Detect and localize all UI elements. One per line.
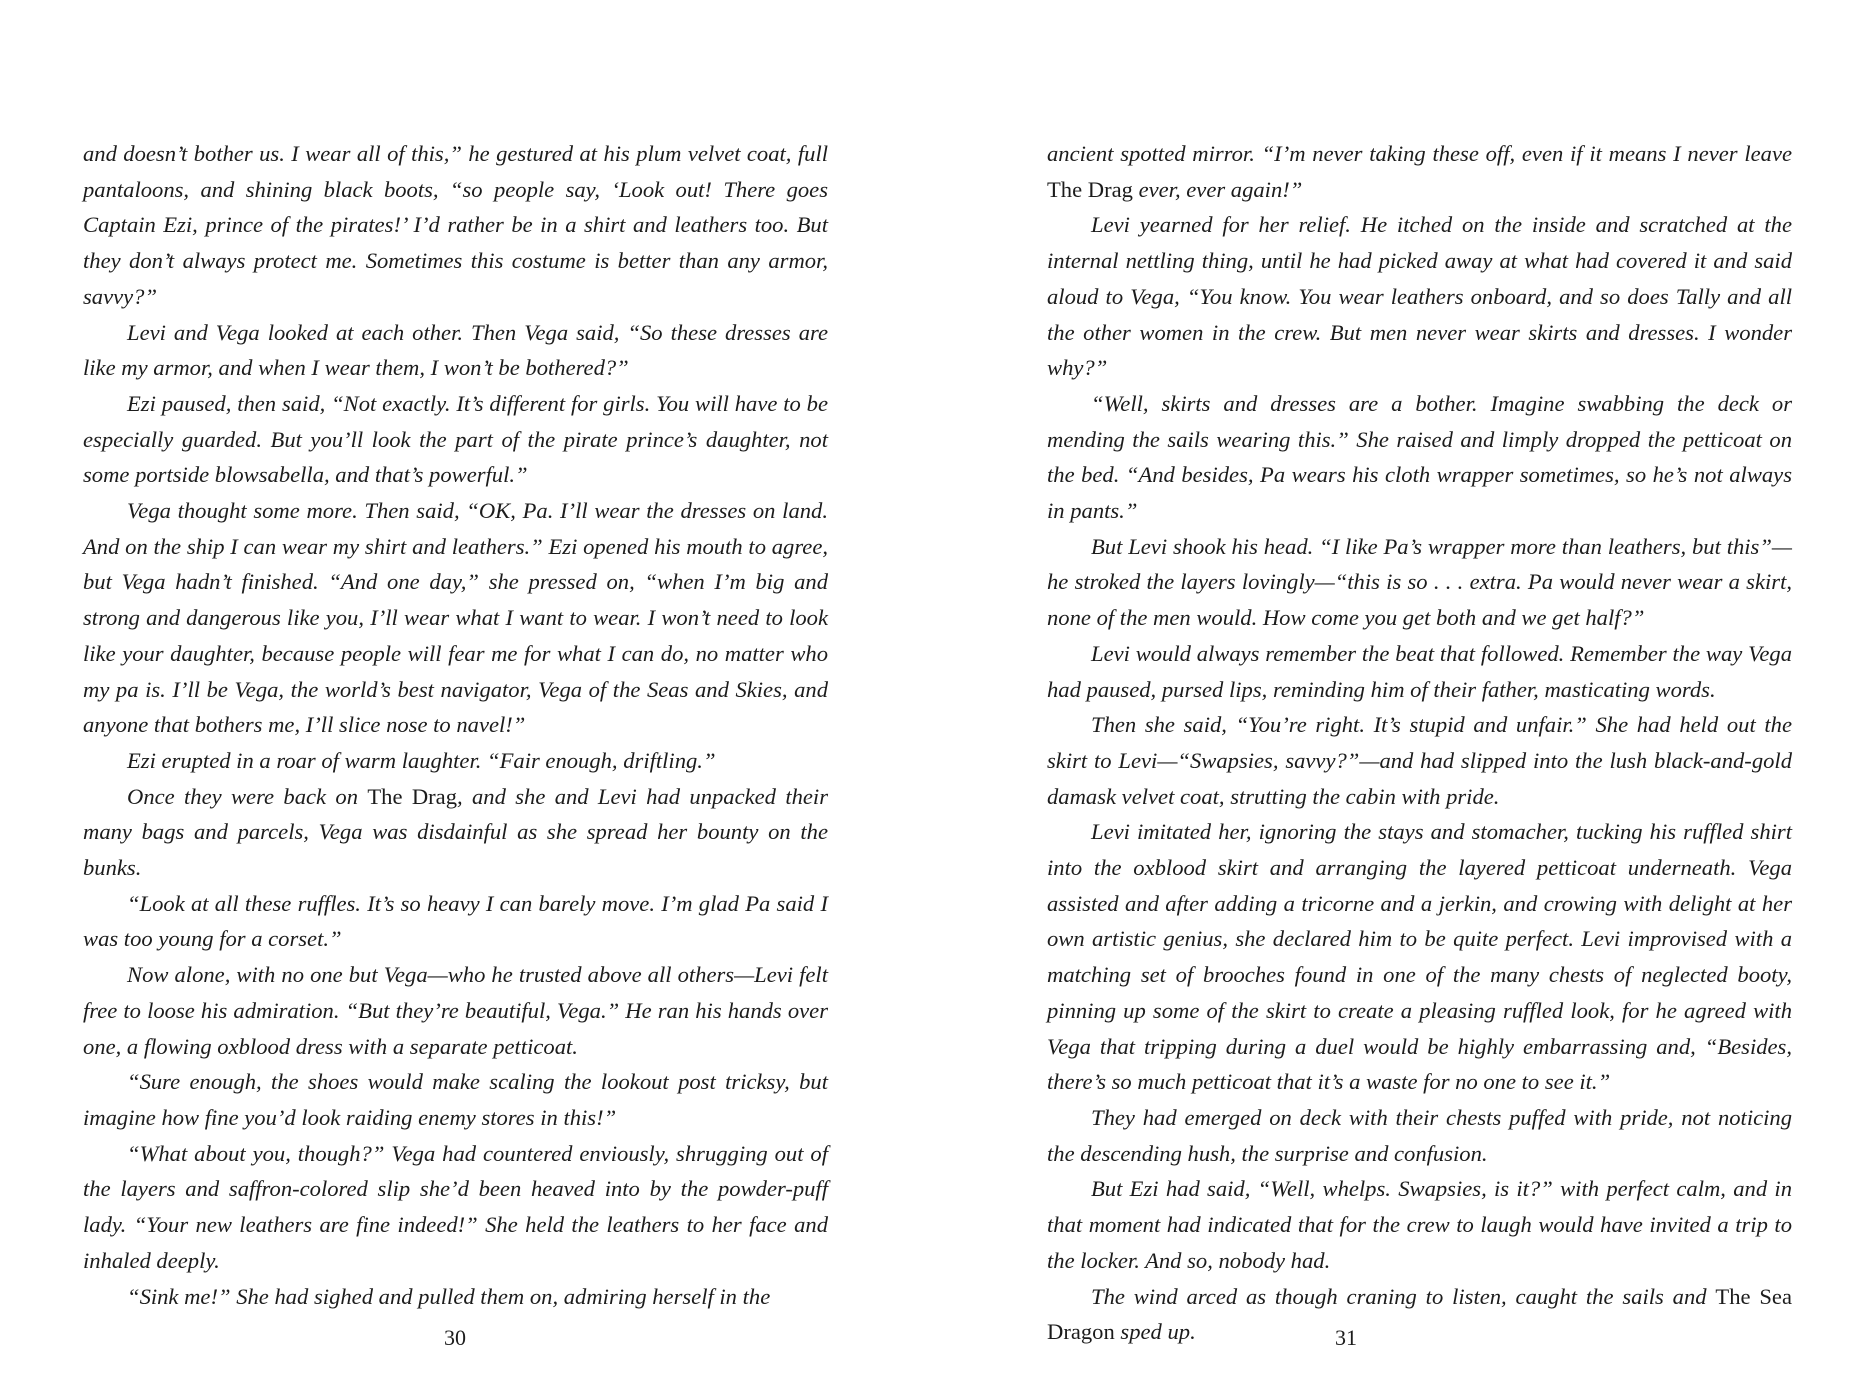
text-run: But Ezi had said, “Well, whelps. Swapsies, is it?” with perfect calm, and in that moment had indicated that for the crew to laugh would have invited a trip to the locker. And so, nobody had. (1047, 1176, 1792, 1273)
text-run: sped up. (1114, 1319, 1196, 1345)
ship-name: The Drag (367, 783, 457, 809)
paragraph (83, 136, 828, 315)
text-run: The wind arced as though craning to listen, caught the sails and (1091, 1283, 1716, 1309)
ship-name: The Drag (1047, 176, 1133, 202)
text-run: “Sure enough, the shoes would make scaling the lookout post tricksy, but imagine how fine you’d look raiding enemy stores in this!” (83, 1069, 828, 1130)
paragraph (1047, 1279, 1792, 1350)
text-run: Levi would always remember the beat that followed. Remember the way Vega had paused, pursed lips, reminding him of their father, masticating words. (1047, 640, 1792, 702)
text-run: Ezi erupted in a roar of warm laughter. “Fair enough, driftling.” (127, 747, 716, 773)
text-run: “Sink me!” She had sighed and pulled them on, admiring herself in the (127, 1283, 771, 1309)
text-run: Ezi paused, then said, “Not exactly. It’s different for girls. You will have to be especially guarded. But you’ll look the part of the pirate prince’s daughter, not some portside blowsabella, and that’s powerful.” (83, 390, 828, 488)
text-run: Levi yearned for her relief. He itched on the inside and scratched at the internal nettling thing, until he had picked away at what had covered it and said aloud to Vega, “You know. You wear leathers onboard, and so does Tally and all the other women in the crew. But men never wear skirts and dresses. I wonder why?” (1047, 212, 1792, 381)
paragraph (83, 957, 828, 1064)
text-run: Levi and Vega looked at each other. Then Vega said, “So these dresses are like my armor, and when I wear them, I won’t be bothered?” (83, 319, 828, 381)
text-run: Once they were back on (127, 783, 368, 809)
paragraph (1047, 1100, 1792, 1171)
paragraph (1047, 1171, 1792, 1278)
paragraph (1047, 814, 1792, 1100)
paragraph (83, 1279, 828, 1315)
text-run: “Well, skirts and dresses are a bother. Imagine swabbing the deck or mending the sails wearing this.” She raised and limply dropped the petticoat on the bed. “And besides, Pa wears his cloth wrapper sometimes, so he’s not always in pants.” (1047, 390, 1792, 524)
paragraph (1047, 207, 1792, 386)
paragraph (83, 743, 828, 779)
page-number-right: 31 (1335, 1325, 1357, 1350)
paragraph (1047, 529, 1792, 636)
paragraph (83, 386, 828, 493)
paragraph (83, 1064, 828, 1135)
paragraph (83, 493, 828, 743)
text-run: , and she and Levi had unpacked their many bags and parcels, Vega was disdainful as she spread her bounty on the bunks. (83, 783, 828, 881)
text-run: They had emerged on deck with their chests puffed with pride, not noticing the descending hush, the surprise and confusion. (1047, 1104, 1792, 1166)
text-run: Now alone, with no one but Vega—who he trusted above all others—Levi felt free to loose his admiration. “But they’re beautiful, Vega.” He ran his hands over one, a flowing oxblood dress with a separate petticoat. (83, 962, 828, 1059)
paragraph (83, 779, 828, 886)
text-run: Then she said, “You’re right. It’s stupid and unfair.” She had held out the skirt to Levi—“Swapsies, savvy?”—and had slipped into the lush black-and-gold damask velvet coat, strutting the cabin with pride. (1047, 712, 1792, 809)
paragraph (1047, 707, 1792, 814)
ship-name: The Sea Dragon (1047, 1283, 1792, 1345)
right-page-text (1047, 136, 1792, 1350)
text-run: But Levi shook his head. “I like Pa’s wrapper more than leathers, but this”—he stroked the layers lovingly—“this is so . . . extra. Pa would never wear a skirt, none of the men would. How come you get both and we get half?” (1047, 533, 1792, 631)
text-run: ever, ever again!” (1132, 176, 1303, 202)
paragraph (83, 315, 828, 386)
text-run: and doesn’t bother us. I wear all of this,” he gestured at his plum velvet coat, full pantaloons, and shining black boots, “so people say, ‘Look out! There goes Captain Ezi, prince of the pirates!’ I’d rather be in a shirt and leathers too. But they don’t always protect me. Sometimes this costume is better than any armor, savvy?” (83, 141, 828, 309)
text-run: ancient spotted mirror. “I’m never taking these off, even if it means I never leave (1047, 141, 1792, 166)
paragraph (83, 1136, 828, 1279)
left-page-text (83, 136, 828, 1314)
text-run: Levi imitated her, ignoring the stays and stomacher, tucking his ruffled shirt into the oxblood skirt and arranging the layered petticoat underneath. Vega assisted and after adding a tricorne and a jerkin, and crowing with delight at her own artistic genius, she declared him to be quite perfect. Levi improvised with a matching set of brooches found in one of the many chests of neglected booty, pinning up some of the skirt to create a pleasing ruffled look, for he agreed with Vega that tripping during a duel would be highly embarrassing and, “Besides, there’s so much petticoat that it’s a waste for no one to see it.” (1047, 819, 1792, 1095)
right-page (931, 0, 1862, 1396)
paragraph (1047, 386, 1792, 529)
text-run: “Look at all these ruffles. It’s so heavy I can barely move. I’m glad Pa said I was too young for a corset.” (83, 890, 828, 952)
paragraph (1047, 136, 1792, 207)
paragraph (1047, 636, 1792, 707)
text-run: Vega thought some more. Then said, “OK, Pa. I’ll wear the dresses on land. And on the ship I can wear my shirt and leathers.” Ezi opened his mouth to agree, but Vega hadn’t finished. “And one day,” she pressed on, “when I’m big and strong and dangerous like you, I’ll wear what I want to wear. I won’t need to look like your daughter, because people will fear me for what I can do, no matter who my pa is. I’ll be Vega, the world’s best navigator, Vega of the Seas and Skies, and anyone that bothers me, I’ll slice nose to navel!” (83, 498, 828, 738)
text-run: “What about you, though?” Vega had countered enviously, shrugging out of the layers and saffron-colored slip she’d been heaved into by the powder-puff lady. “Your new leathers are fine indeed!” She held the leathers to her face and inhaled deeply. (83, 1140, 828, 1273)
page-number-left: 30 (444, 1325, 466, 1350)
paragraph (83, 886, 828, 957)
